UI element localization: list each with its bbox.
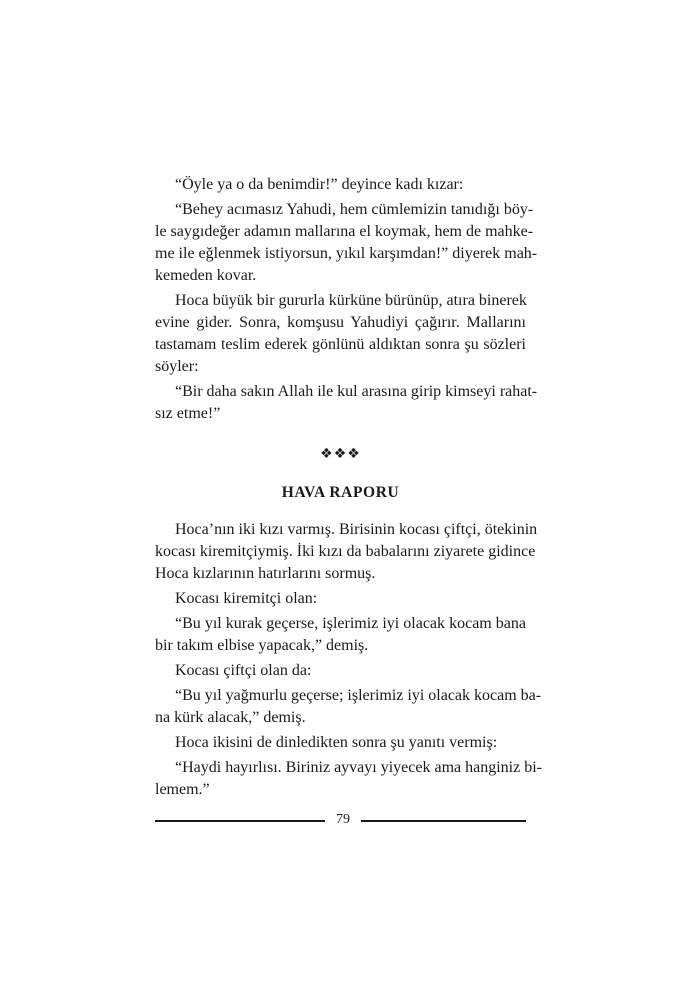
text-line: “Öyle ya o da benimdir!” deyince kadı kızar:	[175, 176, 464, 193]
text-line: Hoca ikisini de dinledikten sonra şu yanıtı vermiş:	[175, 734, 498, 751]
page-number: 79	[336, 812, 350, 827]
section-title: HAVA RAPORU	[281, 484, 400, 501]
text-line: “Bir daha sakın Allah ile kul arasına girip kimseyi rahat-	[175, 383, 538, 400]
text-line: bir takım elbise yapacak,” demiş.	[155, 637, 369, 654]
text-line: “Bu yıl kurak geçerse, işlerimiz iyi olacak kocam bana	[175, 615, 526, 632]
text-line: “Behey acımasız Yahudi, hem cümlemizin tanıdığı böy-	[175, 201, 534, 218]
section-divider-ornament: ❖❖❖	[320, 446, 361, 462]
text-line: Kocası çiftçi olan da:	[175, 662, 312, 679]
text-line: Kocası kiremitçi olan:	[175, 590, 318, 607]
text-line: na kürk alacak,” demiş.	[155, 709, 306, 726]
text-line: Hoca kızlarının hatırlarını sormuş.	[155, 565, 376, 582]
text-line: Hoca büyük bir gururla kürküne bürünüp, atıra binerek	[175, 292, 527, 309]
text-line: söyler:	[155, 358, 199, 375]
text-line: me ile eğlenmek istiyorsun, yıkıl karşımdan!” diyerek mah-	[155, 245, 538, 262]
text-line: kemeden kovar.	[155, 267, 257, 284]
text-line: “Haydi hayırlısı. Biriniz ayvayı yiyecek ama hanginiz bi-	[175, 759, 542, 776]
text-line: Hoca’nın iki kızı varmış. Birisinin kocası çiftçi, ötekinin	[175, 521, 538, 538]
text-line: evine gider. Sonra, komşusu Yahudiyi çağırır. Mallarını	[155, 314, 526, 331]
text-line: sız etme!”	[155, 405, 221, 422]
text-line: lemem.”	[155, 781, 210, 798]
footer-rule-left	[155, 820, 325, 822]
text-line: tastamam teslim ederek gönlünü aldıktan sonra şu sözleri	[155, 336, 526, 353]
text-line: “Bu yıl yağmurlu geçerse; işlerimiz iyi olacak kocam ba-	[175, 687, 542, 704]
text-line: kocası kiremitçiymiş. İki kızı da babalarını ziyarete gidince	[155, 543, 536, 560]
text-line: le saygıdeğer adamın mallarına el koymak, hem de mahke-	[155, 223, 534, 240]
footer-rule-right	[361, 820, 526, 822]
